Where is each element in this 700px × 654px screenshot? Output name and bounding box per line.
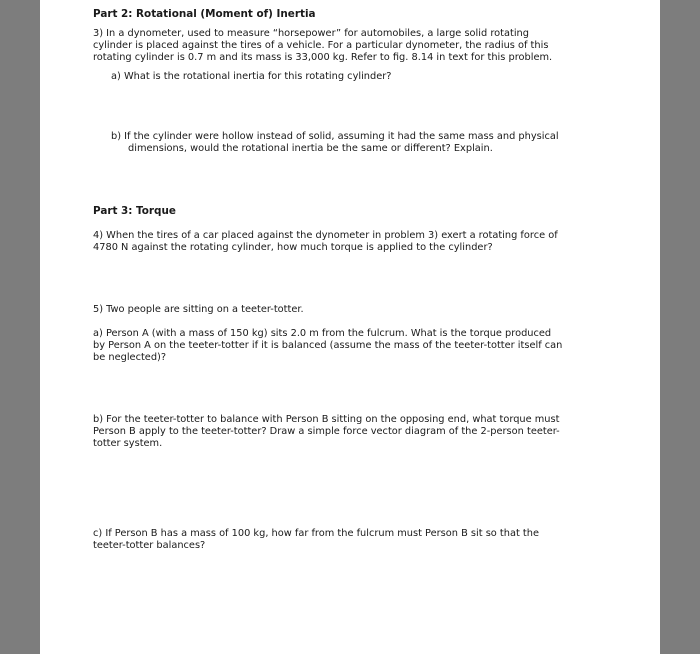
- question-5b-line: totter system.: [93, 438, 163, 449]
- question-4-line: 4780 N against the rotating cylinder, how much torque is applied to the cylinder?: [93, 242, 493, 253]
- question-5a-line: by Person A on the teeter-totter if it is balanced (assume the mass of the teeter-totter itself can: [93, 340, 563, 351]
- question-4-line: 4) When the tires of a car placed against the dynometer in problem 3) exert a rotating force of: [93, 230, 558, 241]
- part2-heading: Part 2: Rotational (Moment of) Inertia: [93, 8, 316, 20]
- right-margin-bar: [660, 0, 700, 654]
- part3-heading: Part 3: Torque: [93, 205, 176, 217]
- question-5a-line: a) Person A (with a mass of 150 kg) sits 2.0 m from the fulcrum. What is the torque produced: [93, 328, 552, 339]
- question-5b: [93, 414, 608, 450]
- question-3b-line: b) If the cylinder were hollow instead of solid, assuming it had the same mass and physical: [111, 131, 559, 142]
- question-5a-line: be neglected)?: [93, 352, 167, 363]
- question-3-line: 3) In a dynometer, used to measure “horsepower” for automobiles, a large solid rotating: [93, 28, 529, 39]
- question-5c-line: teeter-totter balances?: [93, 540, 206, 551]
- question-5b-line: b) For the teeter-totter to balance with Person B sitting on the opposing end, what torque must: [93, 414, 560, 425]
- question-5b-line: Person B apply to the teeter-totter? Draw a simple force vector diagram of the 2-person teeter-: [93, 426, 560, 437]
- question-5c: [93, 528, 608, 552]
- question-5c-line: c) If Person B has a mass of 100 kg, how far from the fulcrum must Person B sit so that the: [93, 528, 540, 539]
- left-margin-bar: [0, 0, 40, 654]
- question-3: [93, 28, 608, 64]
- question-3-line: cylinder is placed against the tires of a vehicle. For a particular dynometer, the radius of this: [93, 40, 549, 51]
- document-page: [40, 0, 660, 654]
- question-3a: a) What is the rotational inertia for this rotating cylinder?: [111, 71, 392, 82]
- question-5: 5) Two people are sitting on a teeter-totter.: [93, 304, 304, 315]
- question-3b: [111, 131, 611, 155]
- question-3-line: rotating cylinder is 0.7 m and its mass is 33,000 kg. Refer to fig. 8.14 in text for this problem.: [93, 52, 553, 63]
- question-4: [93, 230, 608, 254]
- question-5a: [93, 328, 608, 364]
- question-3b-line: dimensions, would the rotational inertia be the same or different? Explain.: [128, 143, 493, 154]
